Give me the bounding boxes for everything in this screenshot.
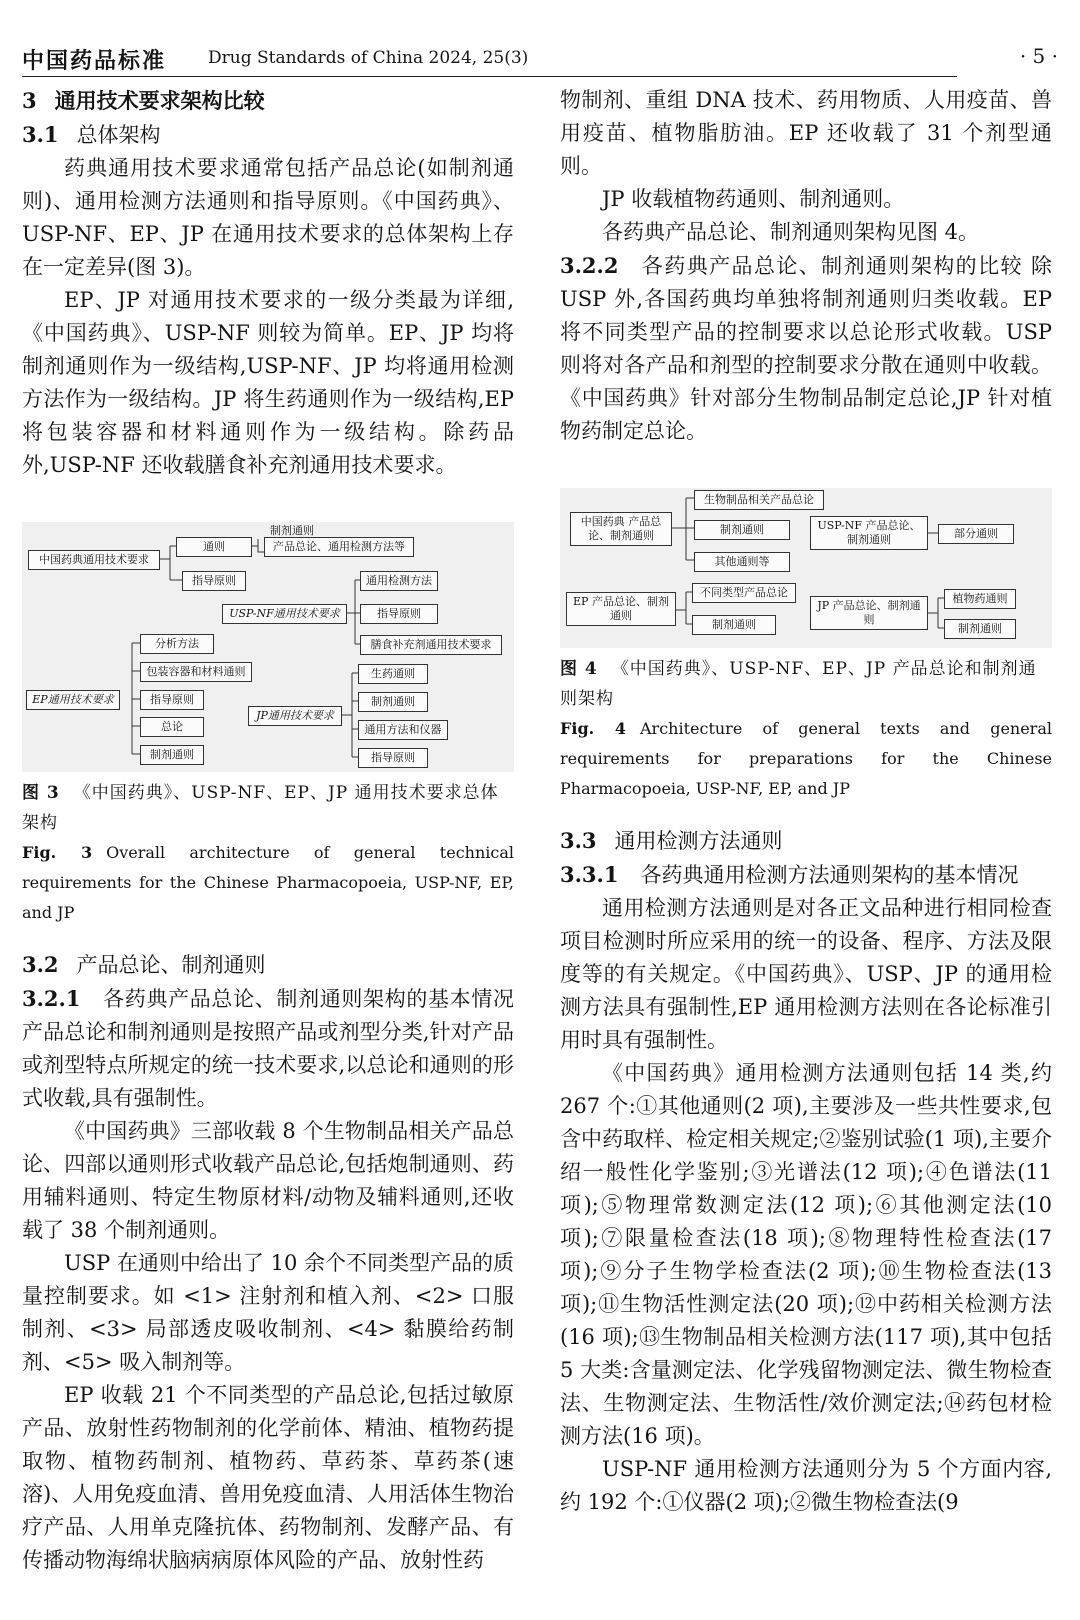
paragraph: EP 收载 21 个不同类型的产品总论,包括过敏原产品、放射性药物制剂的化学前体、精油、植物药提取物、植物药制剂、植物药、草药茶、草药茶(速溶)、人用免疫血清、兽用免疫血清、人用活体生物治疗产品、人用单克隆抗体、药物制剂、发酵产品、有传播动物海绵状脑病病原体风险的产品、放射性药 [22,1383,514,1572]
journal-title-cn: 中国药品标准 [22,48,167,74]
fig3-box-zonglun: 产品总论、通用检测方法等 [264,537,414,557]
fig3-box-usp-b: 指导原则 [360,604,438,624]
section-3-3-heading: 3.3 通用检测方法通则 [560,828,783,853]
figure-4-caption-cn: 图 4 《中国药典》、USP-NF、EP、JP 产品总论和制剂通则架构 [560,659,1037,709]
section-3-3-1-heading: 3.3.1 各药典通用检测方法通则架构的基本情况 [560,862,1019,887]
fig4-box-jp-a: 植物药通则 [944,589,1016,609]
fig3-box-ep-b: 包装容器和材料通则 [140,662,252,682]
fig3-box-jp-c: 通用方法和仪器 [358,720,448,740]
fig3-box-jp-a: 生药通则 [358,664,428,684]
fig3-box-cn: 中国药典通用技术要求 [28,550,160,570]
fig4-box-jp-b: 制剂通则 [944,619,1016,639]
fig4-box-cn-c: 其他通则等 [694,552,790,572]
header-rule [22,76,957,77]
fig3-box-zhidao: 指导原则 [182,571,246,591]
running-header [22,44,1058,78]
paragraph: 《中国药典》通用检测方法通则包括 14 类,约 267 个:①其他通则(2 项),主要涉及一些共性要求,包含中药取样、检定相关规定;②鉴别试验(1 项),主要介绍一般性化学鉴别;③光谱法(12 项);④色谱法(11 项);⑤物理常数测定法(12 项);⑥其他测定法(10 项);⑦限量检查法(18 项);⑧物理特性检查法(17 项);⑨分子生物学检查法(2 项);⑩生物检查法(13 项);⑪生物活性测定法(20 项);⑫中药相关检测方法(16 项);⑬生物制品相关检测方法(117 项),其中包括 5 大类:含量测定法、化学残留物测定法、微生物检查法、生物测定法、生物活性/效价测定法;⑭药包材检测方法(16 项)。 [560,1061,1052,1448]
figure-3-caption-en: Fig. 3 Overall architecture of general technical requirements for the Chinese Pharmacopoeia, USP-NF, EP, and JP [22,843,514,922]
fig3-label-zhiji: 制剂通则 [270,524,314,537]
fig3-box-tongze: 通则 [176,537,252,557]
section-3-2-2-paragraph: 3.2.2 各药典产品总论、制剂通则架构的比较 除 USP 外,各国药典均单独将制剂通则归类收载。EP 将不同类型产品的控制要求以总论形式收载。USP 则将对各产品和剂型的控制要求分散在通则中收载。《中国药典》针对部分生物制品制定总论,JP 针对植物药制定总论。 [560,253,1052,443]
fig4-box-usp: USP-NF 产品总论、制剂通则 [810,516,928,550]
paragraph: USP 在通则中给出了 10 余个不同类型产品的质量控制要求。如 <1> 注射剂和植入剂、<2> 口服制剂、<3> 局部透皮吸收制剂、<4> 黏膜给药制剂、<5> 吸入制剂等。 [22,1251,514,1374]
fig4-box-cn: 中国药典 产品总论、制剂通则 [570,512,672,546]
right-column [560,84,1052,1519]
figure-3-caption-cn: 图 3 《中国药典》、USP-NF、EP、JP 通用技术要求总体架构 [22,783,499,833]
journal-title-en: Drug Standards of China 2024, 25(3) [208,48,529,68]
section-3-2-1-paragraph: 3.2.1 各药典产品总论、制剂通则架构的基本情况 产品总论和制剂通则是按照产品或剂型分类,针对产品或剂型特点所规定的统一技术要求,以总论和通则的形式收载,具有强制性。 [22,986,514,1110]
fig3-box-jp-d: 指导原则 [358,748,428,768]
fig3-box-usp-a: 通用检测方法 [360,571,438,591]
paragraph: USP-NF 通用检测方法通则分为 5 个方面内容,约 192 个:①仪器(2 项);②微生物检查法(9 [560,1457,1052,1514]
fig4-box-jp: JP 产品总论、制剂通则 [810,596,928,630]
section-3-1-heading: 3.1 总体架构 [22,122,161,147]
paragraph: 各药典产品总论、制剂通则架构见图 4。 [602,220,980,244]
fig3-box-jp-b: 制剂通则 [358,692,428,712]
paragraph: EP、JP 对通用技术要求的一级分类最为详细,《中国药典》、USP-NF 则较为简单。EP、JP 均将制剂通则作为一级结构,USP-NF、JP 均将通用检测方法作为一级结构。JP 将生药通则作为一级结构,EP 将包装容器和材料通则作为一级结构。除药品外,USP-NF 还收载膳食补充剂通用技术要求。 [22,288,514,477]
figure-4-diagram [560,488,1052,648]
fig3-box-ep-c: 指导原则 [140,690,204,710]
paragraph: 物制剂、重组 DNA 技术、药用物质、人用疫苗、兽用疫苗、植物脂肪油。EP 还收载了 31 个剂型通则。 [560,88,1052,178]
paragraph: 药典通用技术要求通常包括产品总论(如制剂通则)、通用检测方法通则和指导原则。《中国药典》、USP-NF、EP、JP 在通用技术要求的总体架构上存在一定差异(图 3)。 [22,156,514,279]
page-number: · 5 · [1019,44,1058,68]
section-3-heading: 3 通用技术要求架构比较 [22,88,265,113]
paragraph: JP 收载植物药通则、制剂通则。 [602,187,905,211]
left-column [22,84,514,1577]
fig3-box-usp-c: 膳食补充剂通用技术要求 [360,635,502,655]
fig3-box-ep-d: 总论 [140,717,204,737]
fig3-box-ep: EP通用技术要求 [26,690,120,710]
fig3-box-ep-a: 分析方法 [140,634,214,654]
paragraph: 《中国药典》三部收载 8 个生物制品相关产品总论、四部以通则形式收载产品总论,包括炮制通则、药用辅料通则、特定生物原材料/动物及辅料通则,还收载了 38 个制剂通则。 [22,1119,514,1242]
fig3-box-jp: JP通用技术要求 [248,706,342,726]
fig4-box-cn-b: 制剂通则 [694,520,790,540]
fig4-box-ep-b: 制剂通则 [692,615,776,635]
figure-4-caption-en: Fig. 4 Architecture of general texts and general requirements for preparations for the Chinese Pharmacopoeia, USP-NF, EP, and JP [560,719,1052,798]
fig4-box-ep-a: 不同类型产品总论 [692,583,796,603]
figure-3-diagram [22,522,514,772]
fig4-box-cn-a: 生物制品相关产品总论 [694,490,824,510]
fig4-box-ep: EP 产品总论、制剂通则 [566,592,676,626]
paragraph: 通用检测方法通则是对各正文品种进行相同检查项目检测时所应采用的统一的设备、程序、方法及限度等的有关规定。《中国药典》、USP、JP 的通用检测方法具有强制性,EP 通用检测方法则在各论标准引用时具有强制性。 [560,896,1052,1052]
section-3-2-heading: 3.2 产品总论、制剂通则 [22,952,266,977]
fig3-box-ep-e: 制剂通则 [140,745,204,765]
fig4-box-usp-a: 部分通则 [938,524,1014,544]
fig3-box-usp: USP-NF通用技术要求 [222,604,347,624]
